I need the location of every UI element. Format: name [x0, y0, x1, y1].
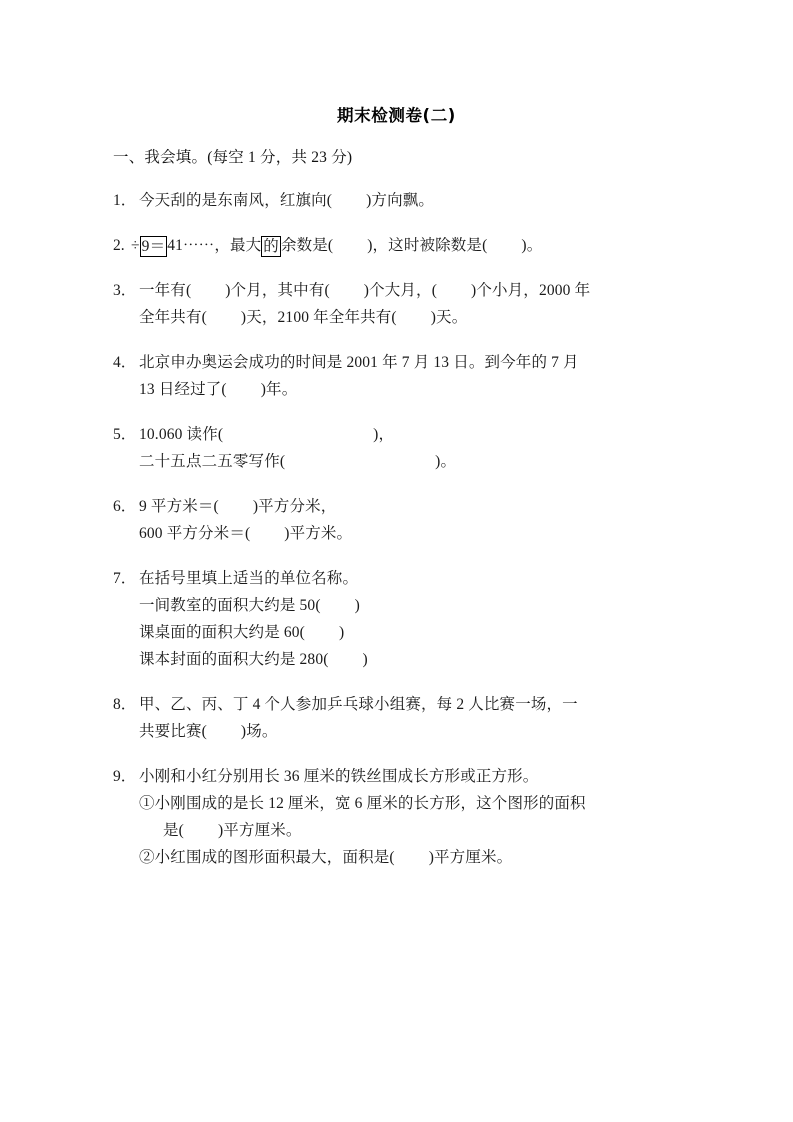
- question-2-body: [131, 232, 679, 259]
- question-4-line-1: 北京申办奥运会成功的时间是 2001 年 7 月 13 日。到今年的 7 月: [139, 354, 579, 371]
- question-5-text-post: )，: [373, 426, 395, 443]
- question-7-item-book-cover: [139, 646, 679, 673]
- question-7-line-1: 在括号里填上适当的单位名称。: [139, 570, 359, 587]
- question-2-text-remainder: 余数是(: [280, 237, 334, 254]
- question-1: [113, 187, 679, 214]
- question-9-line-1: 小刚和小红分别用长 36 厘米的铁丝围成长方形或正方形。: [139, 768, 539, 785]
- question-3-line-2: [139, 304, 679, 331]
- question-1-text-pre: 今天刮的是东南风，红旗向(: [139, 192, 333, 209]
- boxed-artifact-de: 的: [263, 238, 279, 255]
- question-8-body: [139, 691, 679, 745]
- question-9-text-pre: 是(: [163, 822, 184, 839]
- question-7-text-book-cover: 课本封面的面积大约是 280(: [139, 651, 329, 668]
- question-4-body: [139, 349, 679, 403]
- boxed-artifact-divisor: 9＝: [141, 238, 166, 255]
- question-4: [113, 349, 679, 403]
- question-6-number: 6．: [113, 498, 137, 515]
- question-1-number: 1．: [113, 192, 137, 209]
- question-8-line-1: 甲、乙、丙、丁 4 个人参加乒乓球小组赛，每 2 人比赛一场，一: [139, 696, 578, 713]
- question-6: [113, 493, 679, 547]
- question-3-body: [139, 277, 679, 331]
- exam-content: [113, 148, 679, 889]
- question-9: [113, 763, 679, 871]
- question-9-text-pre-2: ②小红围成的图形面积最大，面积是(: [139, 849, 395, 866]
- question-7-close-book-cover: ): [362, 651, 368, 668]
- question-2-text-end: )。: [521, 237, 543, 254]
- question-2-number: 2.: [113, 237, 125, 254]
- question-8: [113, 691, 679, 745]
- question-6-line-1: [139, 493, 679, 520]
- question-7-item-classroom: [139, 592, 679, 619]
- question-3-text-pre: 一年有(: [139, 282, 192, 299]
- question-6-line-2: [139, 520, 679, 547]
- division-sign: ÷: [131, 237, 140, 254]
- question-6-text-pre-2: 600 平方分米＝(: [139, 525, 251, 542]
- question-7-text-classroom: 一间教室的面积大约是 50(: [139, 597, 321, 614]
- question-6-body: [139, 493, 679, 547]
- question-7: [113, 565, 679, 673]
- question-5-number: 5．: [113, 426, 137, 443]
- question-6-text-post-2: )平方米。: [284, 525, 353, 542]
- question-1-text-post: )方向飘。: [366, 192, 435, 209]
- page-title: 期末检测卷(二): [337, 106, 456, 125]
- question-6-text-post: )平方分米，: [252, 498, 337, 515]
- question-9-number: 9．: [113, 768, 137, 785]
- question-5-line-1: [139, 421, 679, 448]
- question-5-text-post-2: )。: [435, 453, 457, 470]
- question-9-text-post: )平方厘米。: [217, 822, 302, 839]
- question-7-body: [139, 565, 679, 673]
- question-9-sub-1-answer-line: [139, 817, 679, 844]
- question-8-text-pre: 共要比赛(: [139, 723, 207, 740]
- question-3-text-mid3: )个小月，2000 年: [471, 282, 591, 299]
- question-5-text-pre-2: 二十五点二五零写作(: [139, 453, 286, 470]
- question-7-text-desk: 课桌面的面积大约是 60(: [139, 624, 305, 641]
- question-8-line-2: [139, 718, 679, 745]
- question-7-close-desk: ): [339, 624, 345, 641]
- question-9-sub-2: [139, 844, 679, 871]
- question-4-text-post: )年。: [260, 381, 298, 398]
- question-9-body: [139, 763, 679, 871]
- question-3-text-pre-2: 全年共有(: [139, 309, 207, 326]
- question-2-text-dividend: )，这时被除数是(: [367, 237, 488, 254]
- question-5-line-2: [139, 448, 679, 475]
- question-4-text-pre: 13 日经过了(: [139, 381, 227, 398]
- question-2-line-1: [131, 232, 679, 259]
- section-heading-fill-in-blanks: 一、我会填。(每空 1 分，共 23 分): [113, 149, 353, 166]
- question-3-line-1: [139, 277, 679, 304]
- question-1-body: [139, 187, 679, 214]
- question-3-text-mid1-2: )天，2100 年全年共有(: [240, 309, 397, 326]
- question-4-line-2: [139, 376, 679, 403]
- question-3: [113, 277, 679, 331]
- question-5-body: [139, 421, 679, 475]
- question-8-text-post: )场。: [240, 723, 278, 740]
- question-3-text-mid1: )个月，其中有(: [225, 282, 330, 299]
- question-2-text-quotient: 41⋯⋯，最大: [167, 237, 262, 254]
- question-6-text-pre: 9 平方米＝(: [139, 498, 219, 515]
- question-7-close-classroom: ): [354, 597, 360, 614]
- question-4-number: 4．: [113, 354, 137, 371]
- question-9-text-post-2: )平方厘米。: [428, 849, 513, 866]
- question-3-number: 3．: [113, 282, 137, 299]
- question-3-text-post-2: )天。: [430, 309, 468, 326]
- question-5-text-pre: 10.060 读作(: [139, 426, 224, 443]
- question-9-sub-1: ①小刚围成的是长 12 厘米，宽 6 厘米的长方形，这个图形的面积: [139, 795, 586, 812]
- question-7-number: 7．: [113, 570, 137, 587]
- question-5: [113, 421, 679, 475]
- question-8-number: 8．: [113, 696, 137, 713]
- question-2: [113, 232, 679, 259]
- question-7-item-desk: [139, 619, 679, 646]
- question-1-line-1: [139, 187, 679, 214]
- question-3-text-mid2: )个大月，(: [363, 282, 438, 299]
